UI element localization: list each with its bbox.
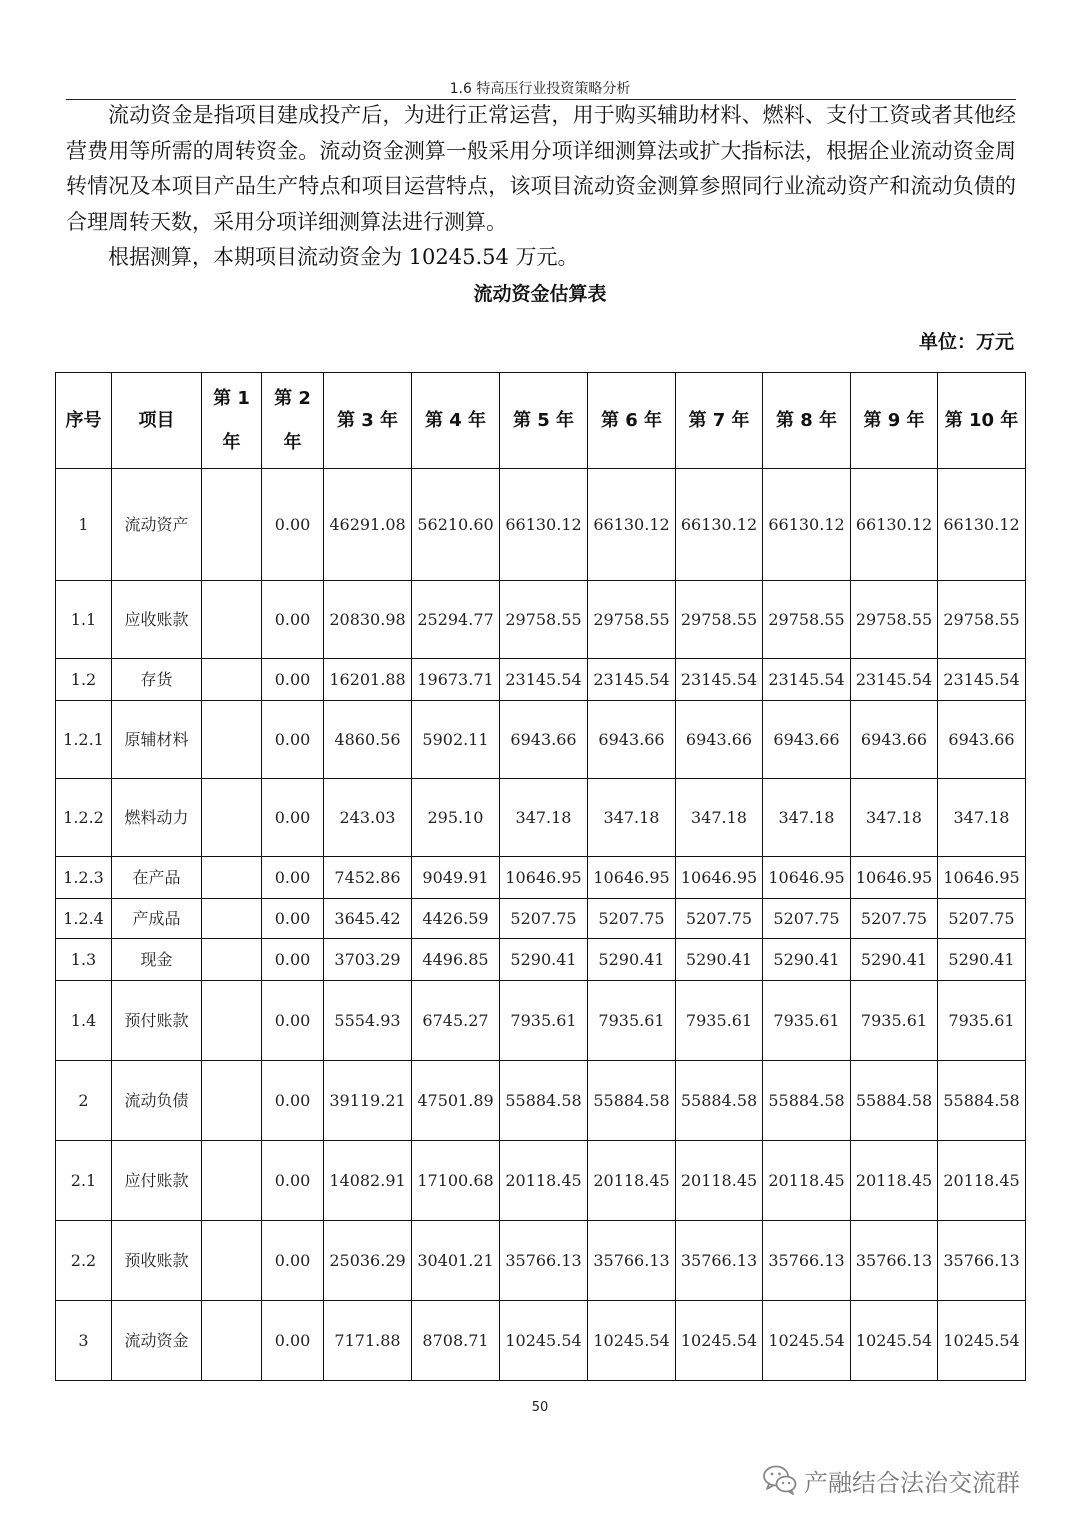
value-cell: 10646.95 xyxy=(676,857,763,899)
item-name-cell: 流动负债 xyxy=(112,1061,202,1141)
value-cell: 7935.61 xyxy=(676,981,763,1061)
value-cell xyxy=(202,857,262,899)
value-cell: 4860.56 xyxy=(324,701,412,779)
value-cell: 8708.71 xyxy=(412,1301,500,1381)
value-cell xyxy=(202,939,262,981)
value-cell: 23145.54 xyxy=(676,659,763,701)
value-cell xyxy=(202,1221,262,1301)
value-cell: 23145.54 xyxy=(763,659,851,701)
value-cell: 35766.13 xyxy=(588,1221,676,1301)
value-cell: 347.18 xyxy=(763,779,851,857)
value-cell: 243.03 xyxy=(324,779,412,857)
value-cell: 5290.41 xyxy=(588,939,676,981)
value-cell: 20118.45 xyxy=(763,1141,851,1221)
value-cell: 347.18 xyxy=(851,779,938,857)
row-number-cell: 1 xyxy=(56,469,112,581)
table-row xyxy=(56,701,1026,779)
value-cell: 10646.95 xyxy=(500,857,588,899)
table-row xyxy=(56,581,1026,659)
item-name-cell: 应付账款 xyxy=(112,1141,202,1221)
value-cell: 20118.45 xyxy=(676,1141,763,1221)
table-row xyxy=(56,1141,1026,1221)
value-cell: 5290.41 xyxy=(676,939,763,981)
value-cell: 5207.75 xyxy=(938,899,1026,939)
value-cell: 6943.66 xyxy=(588,701,676,779)
value-cell: 4426.59 xyxy=(412,899,500,939)
row-number-cell: 1.4 xyxy=(56,981,112,1061)
column-header: 第 1 年 xyxy=(202,373,262,469)
row-number-cell: 1.2.2 xyxy=(56,779,112,857)
value-cell: 347.18 xyxy=(588,779,676,857)
value-cell: 10646.95 xyxy=(588,857,676,899)
value-cell: 7935.61 xyxy=(588,981,676,1061)
item-name-cell: 燃料动力 xyxy=(112,779,202,857)
value-cell: 5554.93 xyxy=(324,981,412,1061)
value-cell xyxy=(202,581,262,659)
page-number: 50 xyxy=(531,1400,549,1415)
value-cell: 7935.61 xyxy=(938,981,1026,1061)
value-cell: 6943.66 xyxy=(938,701,1026,779)
value-cell: 55884.58 xyxy=(676,1061,763,1141)
column-header: 第 2 年 xyxy=(262,373,324,469)
value-cell: 66130.12 xyxy=(676,469,763,581)
value-cell: 66130.12 xyxy=(500,469,588,581)
row-number-cell: 2.2 xyxy=(56,1221,112,1301)
value-cell: 29758.55 xyxy=(763,581,851,659)
value-cell: 17100.68 xyxy=(412,1141,500,1221)
value-cell: 5207.75 xyxy=(588,899,676,939)
value-cell: 46291.08 xyxy=(324,469,412,581)
value-cell: 7935.61 xyxy=(763,981,851,1061)
value-cell: 0.00 xyxy=(262,581,324,659)
value-cell: 0.00 xyxy=(262,701,324,779)
table-title: 流动资金估算表 xyxy=(473,283,607,305)
column-header: 第 10 年 xyxy=(938,373,1026,469)
value-cell: 6943.66 xyxy=(676,701,763,779)
value-cell: 5290.41 xyxy=(500,939,588,981)
value-cell: 0.00 xyxy=(262,981,324,1061)
value-cell: 20118.45 xyxy=(500,1141,588,1221)
value-cell: 0.00 xyxy=(262,1061,324,1141)
value-cell xyxy=(202,981,262,1061)
value-cell: 347.18 xyxy=(938,779,1026,857)
value-cell: 20118.45 xyxy=(938,1141,1026,1221)
value-cell: 6745.27 xyxy=(412,981,500,1061)
value-cell: 5290.41 xyxy=(938,939,1026,981)
value-cell: 347.18 xyxy=(676,779,763,857)
item-name-cell: 预收账款 xyxy=(112,1221,202,1301)
value-cell: 0.00 xyxy=(262,659,324,701)
value-cell: 10245.54 xyxy=(851,1301,938,1381)
column-header: 第 3 年 xyxy=(324,373,412,469)
value-cell: 29758.55 xyxy=(851,581,938,659)
column-header: 序号 xyxy=(56,373,112,469)
table-row xyxy=(56,779,1026,857)
value-cell: 16201.88 xyxy=(324,659,412,701)
column-header: 第 9 年 xyxy=(851,373,938,469)
value-cell: 9049.91 xyxy=(412,857,500,899)
value-cell: 5902.11 xyxy=(412,701,500,779)
body-text xyxy=(66,98,1016,276)
value-cell: 6943.66 xyxy=(763,701,851,779)
item-name-cell: 产成品 xyxy=(112,899,202,939)
value-cell: 20118.45 xyxy=(851,1141,938,1221)
value-cell: 55884.58 xyxy=(851,1061,938,1141)
value-cell xyxy=(202,469,262,581)
value-cell: 29758.55 xyxy=(676,581,763,659)
value-cell: 66130.12 xyxy=(851,469,938,581)
column-header: 项目 xyxy=(112,373,202,469)
value-cell: 0.00 xyxy=(262,1141,324,1221)
item-name-cell: 应收账款 xyxy=(112,581,202,659)
value-cell: 5290.41 xyxy=(763,939,851,981)
value-cell: 5207.75 xyxy=(763,899,851,939)
value-cell xyxy=(202,659,262,701)
value-cell: 55884.58 xyxy=(588,1061,676,1141)
table-row xyxy=(56,857,1026,899)
column-header: 第 7 年 xyxy=(676,373,763,469)
value-cell: 55884.58 xyxy=(763,1061,851,1141)
table-unit: 单位：万元 xyxy=(918,331,1014,353)
column-header: 第 5 年 xyxy=(500,373,588,469)
table-body xyxy=(56,469,1026,1381)
value-cell: 10245.54 xyxy=(938,1301,1026,1381)
value-cell: 35766.13 xyxy=(938,1221,1026,1301)
value-cell: 29758.55 xyxy=(588,581,676,659)
value-cell: 35766.13 xyxy=(500,1221,588,1301)
value-cell: 7171.88 xyxy=(324,1301,412,1381)
value-cell: 10245.54 xyxy=(676,1301,763,1381)
value-cell: 66130.12 xyxy=(938,469,1026,581)
value-cell xyxy=(202,1061,262,1141)
body-paragraph: 流动资金是指项目建成投产后，为进行正常运营，用于购买辅助材料、燃料、支付工资或者其他经营费用等所需的周转资金。流动资金测算一般采用分项详细测算法或扩大指标法，根据企业流动资金周转情况及本项目产品生产特点和项目运营特点，该项目流动资金测算参照同行业流动资产和流动负债的合理周转天数，采用分项详细测算法进行测算。 xyxy=(66,103,1016,234)
table-row xyxy=(56,1061,1026,1141)
value-cell: 10646.95 xyxy=(851,857,938,899)
value-cell: 3645.42 xyxy=(324,899,412,939)
column-header: 第 4 年 xyxy=(412,373,500,469)
value-cell: 3703.29 xyxy=(324,939,412,981)
value-cell: 20118.45 xyxy=(588,1141,676,1221)
value-cell: 29758.55 xyxy=(938,581,1026,659)
row-number-cell: 1.3 xyxy=(56,939,112,981)
table-row xyxy=(56,659,1026,701)
value-cell: 23145.54 xyxy=(588,659,676,701)
working-capital-table xyxy=(55,372,1026,1381)
value-cell xyxy=(202,1141,262,1221)
value-cell: 7935.61 xyxy=(851,981,938,1061)
value-cell: 35766.13 xyxy=(763,1221,851,1301)
wechat-icon xyxy=(762,1464,798,1496)
value-cell: 25036.29 xyxy=(324,1221,412,1301)
value-cell: 23145.54 xyxy=(500,659,588,701)
value-cell: 6943.66 xyxy=(851,701,938,779)
item-name-cell: 预付账款 xyxy=(112,981,202,1061)
value-cell: 29758.55 xyxy=(500,581,588,659)
table-row xyxy=(56,981,1026,1061)
value-cell: 55884.58 xyxy=(938,1061,1026,1141)
value-cell: 56210.60 xyxy=(412,469,500,581)
row-number-cell: 1.2.3 xyxy=(56,857,112,899)
item-name-cell: 现金 xyxy=(112,939,202,981)
value-cell: 19673.71 xyxy=(412,659,500,701)
value-cell xyxy=(202,899,262,939)
value-cell: 35766.13 xyxy=(676,1221,763,1301)
row-number-cell: 3 xyxy=(56,1301,112,1381)
value-cell: 47501.89 xyxy=(412,1061,500,1141)
value-cell: 0.00 xyxy=(262,1301,324,1381)
value-cell: 39119.21 xyxy=(324,1061,412,1141)
value-cell xyxy=(202,779,262,857)
value-cell: 25294.77 xyxy=(412,581,500,659)
value-cell: 0.00 xyxy=(262,899,324,939)
value-cell xyxy=(202,1301,262,1381)
value-cell: 5207.75 xyxy=(851,899,938,939)
value-cell: 14082.91 xyxy=(324,1141,412,1221)
value-cell: 23145.54 xyxy=(938,659,1026,701)
table-header-row xyxy=(56,373,1026,469)
item-name-cell: 流动资金 xyxy=(112,1301,202,1381)
value-cell: 35766.13 xyxy=(851,1221,938,1301)
value-cell: 0.00 xyxy=(262,1221,324,1301)
value-cell xyxy=(202,701,262,779)
value-cell: 0.00 xyxy=(262,469,324,581)
value-cell: 55884.58 xyxy=(500,1061,588,1141)
value-cell: 30401.21 xyxy=(412,1221,500,1301)
table-row xyxy=(56,469,1026,581)
item-name-cell: 存货 xyxy=(112,659,202,701)
value-cell: 5290.41 xyxy=(851,939,938,981)
body-paragraph: 根据测算，本期项目流动资金为 10245.54 万元。 xyxy=(108,245,579,269)
value-cell: 10646.95 xyxy=(938,857,1026,899)
value-cell: 6943.66 xyxy=(500,701,588,779)
value-cell: 7452.86 xyxy=(324,857,412,899)
value-cell: 5207.75 xyxy=(676,899,763,939)
column-header: 第 6 年 xyxy=(588,373,676,469)
row-number-cell: 1.2 xyxy=(56,659,112,701)
value-cell: 20830.98 xyxy=(324,581,412,659)
value-cell: 10245.54 xyxy=(588,1301,676,1381)
column-header: 第 8 年 xyxy=(763,373,851,469)
value-cell: 7935.61 xyxy=(500,981,588,1061)
value-cell: 295.10 xyxy=(412,779,500,857)
table-row xyxy=(56,939,1026,981)
value-cell: 0.00 xyxy=(262,779,324,857)
row-number-cell: 1.2.4 xyxy=(56,899,112,939)
item-name-cell: 在产品 xyxy=(112,857,202,899)
value-cell: 66130.12 xyxy=(588,469,676,581)
value-cell: 347.18 xyxy=(500,779,588,857)
value-cell: 0.00 xyxy=(262,939,324,981)
page-header-title: 1.6 特高压行业投资策略分析 xyxy=(449,81,631,97)
watermark-text: 产融结合法治交流群 xyxy=(804,1468,1020,1497)
value-cell: 10245.54 xyxy=(500,1301,588,1381)
row-number-cell: 2.1 xyxy=(56,1141,112,1221)
row-number-cell: 2 xyxy=(56,1061,112,1141)
value-cell: 0.00 xyxy=(262,857,324,899)
value-cell: 66130.12 xyxy=(763,469,851,581)
value-cell: 10245.54 xyxy=(763,1301,851,1381)
value-cell: 23145.54 xyxy=(851,659,938,701)
table-row xyxy=(56,1221,1026,1301)
item-name-cell: 流动资产 xyxy=(112,469,202,581)
value-cell: 5207.75 xyxy=(500,899,588,939)
value-cell: 10646.95 xyxy=(763,857,851,899)
value-cell: 4496.85 xyxy=(412,939,500,981)
table-row xyxy=(56,899,1026,939)
row-number-cell: 1.1 xyxy=(56,581,112,659)
watermark xyxy=(762,1462,1062,1498)
item-name-cell: 原辅材料 xyxy=(112,701,202,779)
table-row xyxy=(56,1301,1026,1381)
row-number-cell: 1.2.1 xyxy=(56,701,112,779)
